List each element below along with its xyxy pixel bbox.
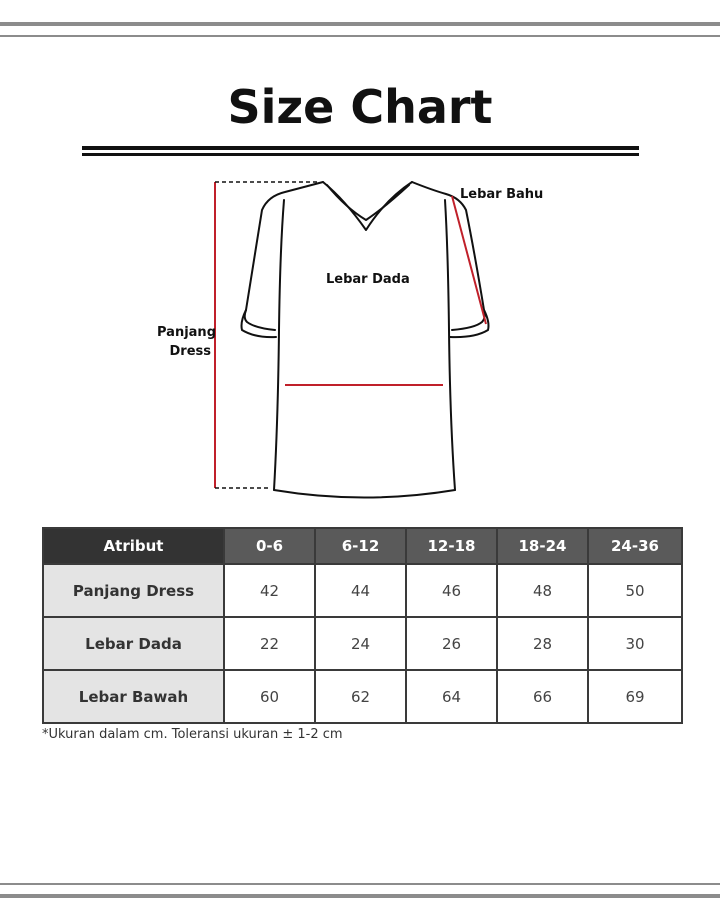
top-border-thin	[0, 35, 720, 37]
table-cell: 60	[224, 670, 315, 723]
table-row	[43, 564, 682, 617]
table-cell: 69	[588, 670, 682, 723]
table-header-row	[43, 528, 682, 564]
lebar-bahu-label: Lebar Bahu	[460, 187, 544, 202]
header-size-24-36: 24-36	[588, 528, 682, 564]
page-title: Size Chart	[227, 80, 493, 134]
dress-diagram	[0, 170, 720, 514]
header-size-12-18: 12-18	[406, 528, 497, 564]
table-cell: 44	[315, 564, 406, 617]
panjang-dress-label-line1: Panjang	[157, 325, 216, 340]
table-cell: 42	[224, 564, 315, 617]
table-cell: 28	[497, 617, 588, 670]
bottom-border-thin	[0, 883, 720, 885]
header-size-6-12: 6-12	[315, 528, 406, 564]
dress-illustration-icon	[0, 170, 720, 510]
size-table	[42, 527, 683, 724]
header-size-0-6: 0-6	[224, 528, 315, 564]
table-cell: 30	[588, 617, 682, 670]
row-label: Lebar Dada	[43, 617, 224, 670]
table-row	[43, 670, 682, 723]
size-note: *Ukuran dalam cm. Toleransi ukuran ± 1-2 cm	[42, 727, 343, 742]
bottom-border-thick	[0, 894, 720, 898]
table-cell: 64	[406, 670, 497, 723]
header-size-18-24: 18-24	[497, 528, 588, 564]
header-atribut: Atribut	[43, 528, 224, 564]
title-rule	[82, 146, 639, 150]
row-label: Lebar Bawah	[43, 670, 224, 723]
table-cell: 22	[224, 617, 315, 670]
table-cell: 50	[588, 564, 682, 617]
top-border-thick	[0, 22, 720, 26]
table-cell: 24	[315, 617, 406, 670]
table-cell: 26	[406, 617, 497, 670]
table-cell: 66	[497, 670, 588, 723]
table-row	[43, 617, 682, 670]
title-rule-secondary	[82, 153, 639, 156]
panjang-dress-label-line2: Dress	[169, 344, 211, 359]
row-label: Panjang Dress	[43, 564, 224, 617]
table-cell: 46	[406, 564, 497, 617]
table-cell: 48	[497, 564, 588, 617]
lebar-dada-label: Lebar Dada	[326, 272, 410, 287]
table-cell: 62	[315, 670, 406, 723]
